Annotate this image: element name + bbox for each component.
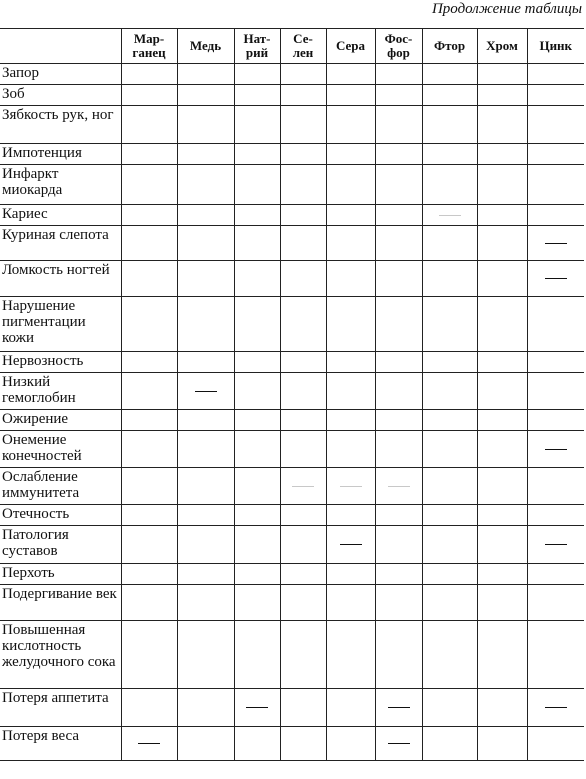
table-row: [0, 410, 584, 431]
table-cell: [527, 85, 584, 106]
table-cell: [121, 564, 177, 585]
table-cell: [234, 373, 280, 410]
table-cell: [121, 727, 177, 761]
table-cell: [280, 727, 326, 761]
table-cell: [375, 727, 422, 761]
table-cell: [177, 526, 234, 564]
dash-mark: [545, 544, 567, 545]
table-cell: [177, 205, 234, 226]
table-cell: [375, 689, 422, 727]
table-cell: [422, 297, 477, 352]
table-cell: [177, 468, 234, 505]
table-cell: [326, 526, 375, 564]
table-cell: [234, 144, 280, 165]
table-cell: [326, 585, 375, 621]
row-label: Потеря аппетита: [0, 689, 121, 727]
table-cell: [527, 431, 584, 468]
dash-mark: [545, 278, 567, 279]
row-label: Зоб: [0, 85, 121, 106]
table-cell: [527, 526, 584, 564]
table-cell: [375, 505, 422, 526]
table-cell: [422, 526, 477, 564]
table-cell: [280, 689, 326, 727]
table-cell: [234, 526, 280, 564]
table-cell: [326, 689, 375, 727]
row-label: Куриная слепота: [0, 226, 121, 261]
table-cell: [121, 689, 177, 727]
table-cell: [121, 165, 177, 205]
table-cell: [477, 205, 527, 226]
table-cell: [280, 526, 326, 564]
table-cell: [234, 106, 280, 144]
table-cell: [121, 261, 177, 297]
table-cell: [234, 352, 280, 373]
table-cell: [477, 261, 527, 297]
table-cell: [177, 505, 234, 526]
table-cell: [527, 585, 584, 621]
table-cell: [326, 727, 375, 761]
row-label: Онемение конечностей: [0, 431, 121, 468]
table-cell: [177, 165, 234, 205]
table-body: [0, 64, 584, 761]
table-cell: [375, 468, 422, 505]
table-cell: [527, 410, 584, 431]
table-cell: [422, 505, 477, 526]
table-cell: [326, 352, 375, 373]
column-header: Цинк: [527, 29, 584, 64]
table-cell: [422, 261, 477, 297]
table-cell: [422, 621, 477, 689]
table-cell: [234, 297, 280, 352]
table-row: [0, 144, 584, 165]
table-cell: [177, 226, 234, 261]
table-cell: [527, 165, 584, 205]
table-cell: [375, 431, 422, 468]
table-cell: [422, 689, 477, 727]
table-cell: [121, 205, 177, 226]
table-cell: [422, 585, 477, 621]
table-cell: [234, 226, 280, 261]
table-cell: [121, 585, 177, 621]
table-cell: [527, 144, 584, 165]
table-cell: [375, 352, 422, 373]
table-cell: [477, 410, 527, 431]
table-cell: [527, 468, 584, 505]
table-cell: [177, 261, 234, 297]
table-cell: [280, 352, 326, 373]
table-cell: [527, 505, 584, 526]
table-cell: [121, 106, 177, 144]
table-cell: [527, 564, 584, 585]
table-cell: [280, 373, 326, 410]
row-label: Нервозность: [0, 352, 121, 373]
table-cell: [477, 689, 527, 727]
row-label: Кариес: [0, 205, 121, 226]
table-cell: [375, 106, 422, 144]
row-label: Ожирение: [0, 410, 121, 431]
table-cell: [121, 144, 177, 165]
table-cell: [375, 373, 422, 410]
table-cell: [121, 621, 177, 689]
table-cell: [477, 226, 527, 261]
dash-mark: [292, 486, 314, 487]
table-cell: [375, 585, 422, 621]
table-cell: [527, 689, 584, 727]
table-cell: [422, 226, 477, 261]
dash-mark: [340, 486, 362, 487]
table-caption: Продолжение таблицы: [431, 1, 582, 17]
table-cell: [477, 505, 527, 526]
row-label: Ослабление иммунитета: [0, 468, 121, 505]
table-cell: [527, 352, 584, 373]
table-cell: [477, 297, 527, 352]
row-label: Повышенная кислотность желудочного сока: [0, 621, 121, 689]
table-cell: [177, 585, 234, 621]
table-cell: [177, 373, 234, 410]
table-cell: [326, 226, 375, 261]
table-cell: [422, 205, 477, 226]
dash-mark: [545, 707, 567, 708]
row-label: Перхоть: [0, 564, 121, 585]
table-cell: [121, 64, 177, 85]
dash-mark: [195, 391, 217, 392]
table-cell: [375, 205, 422, 226]
table-cell: [527, 621, 584, 689]
table-cell: [477, 64, 527, 85]
table-row: [0, 526, 584, 564]
table-cell: [177, 106, 234, 144]
table-cell: [477, 373, 527, 410]
table-cell: [177, 85, 234, 106]
column-header: Се- лен: [280, 29, 326, 64]
table-cell: [280, 621, 326, 689]
dash-mark: [388, 707, 410, 708]
table-row: [0, 261, 584, 297]
table-cell: [280, 564, 326, 585]
table-cell: [121, 226, 177, 261]
table-cell: [422, 373, 477, 410]
table-cell: [234, 727, 280, 761]
table-row: [0, 226, 584, 261]
table-cell: [527, 261, 584, 297]
table-cell: [234, 564, 280, 585]
row-label: Зябкость рук, ног: [0, 106, 121, 144]
table-cell: [234, 165, 280, 205]
table-cell: [422, 468, 477, 505]
table-cell: [326, 85, 375, 106]
table-row: [0, 165, 584, 205]
column-header: Нат- рий: [234, 29, 280, 64]
table-cell: [121, 410, 177, 431]
table-cell: [280, 226, 326, 261]
table-cell: [527, 297, 584, 352]
table-row: [0, 64, 584, 85]
table-cell: [280, 261, 326, 297]
table-cell: [280, 585, 326, 621]
table-cell: [280, 431, 326, 468]
table-cell: [326, 297, 375, 352]
table-cell: [477, 431, 527, 468]
table-cell: [326, 205, 375, 226]
dash-mark: [439, 215, 461, 216]
table-cell: [234, 64, 280, 85]
table-cell: [422, 85, 477, 106]
table-cell: [121, 373, 177, 410]
table-row: [0, 106, 584, 144]
table-cell: [177, 352, 234, 373]
table-row: [0, 205, 584, 226]
table-cell: [422, 431, 477, 468]
table-cell: [422, 64, 477, 85]
table-cell: [375, 64, 422, 85]
table-cell: [177, 144, 234, 165]
table-cell: [121, 505, 177, 526]
table-row: [0, 352, 584, 373]
symptoms-minerals-table: [0, 28, 584, 761]
table-cell: [280, 165, 326, 205]
table-cell: [375, 261, 422, 297]
table-cell: [280, 468, 326, 505]
table-row: [0, 431, 584, 468]
table-cell: [280, 410, 326, 431]
table-cell: [477, 85, 527, 106]
table-cell: [422, 106, 477, 144]
table-cell: [280, 205, 326, 226]
table-cell: [234, 431, 280, 468]
row-label: Подергивание век: [0, 585, 121, 621]
table-cell: [234, 410, 280, 431]
table-cell: [326, 505, 375, 526]
table-cell: [422, 144, 477, 165]
table-cell: [177, 727, 234, 761]
row-label: Инфаркт миокарда: [0, 165, 121, 205]
table-cell: [121, 352, 177, 373]
table-cell: [177, 431, 234, 468]
table-cell: [121, 85, 177, 106]
table-cell: [234, 468, 280, 505]
table-cell: [280, 106, 326, 144]
table-cell: [477, 585, 527, 621]
dash-mark: [545, 243, 567, 244]
table-cell: [234, 205, 280, 226]
table-cell: [422, 727, 477, 761]
row-label: Патология суставов: [0, 526, 121, 564]
table-cell: [326, 621, 375, 689]
table-cell: [326, 564, 375, 585]
table-cell: [375, 410, 422, 431]
table-row: [0, 621, 584, 689]
table-cell: [422, 410, 477, 431]
table-cell: [477, 165, 527, 205]
table-cell: [326, 144, 375, 165]
table-cell: [422, 352, 477, 373]
table-row: [0, 689, 584, 727]
table-cell: [422, 564, 477, 585]
table-row: [0, 727, 584, 761]
table-cell: [234, 689, 280, 727]
table-cell: [234, 261, 280, 297]
table-cell: [527, 727, 584, 761]
table-cell: [527, 205, 584, 226]
table-cell: [234, 505, 280, 526]
table-row: [0, 297, 584, 352]
table-cell: [177, 621, 234, 689]
table-cell: [375, 226, 422, 261]
table-cell: [477, 564, 527, 585]
table-cell: [326, 431, 375, 468]
row-label: Нарушение пигментации кожи: [0, 297, 121, 352]
table-cell: [527, 226, 584, 261]
table-cell: [280, 297, 326, 352]
table-cell: [177, 689, 234, 727]
dash-mark: [388, 486, 410, 487]
row-label: Низкий гемоглобин: [0, 373, 121, 410]
table-cell: [326, 468, 375, 505]
table-cell: [375, 621, 422, 689]
table-cell: [280, 505, 326, 526]
column-header: Мар- ганец: [121, 29, 177, 64]
header-row: [0, 29, 584, 64]
table-row: [0, 373, 584, 410]
row-label: Запор: [0, 64, 121, 85]
table-cell: [234, 585, 280, 621]
row-label: Отечность: [0, 505, 121, 526]
table-cell: [375, 85, 422, 106]
table-cell: [121, 468, 177, 505]
table-cell: [326, 410, 375, 431]
table-cell: [326, 165, 375, 205]
column-header: Сера: [326, 29, 375, 64]
table-cell: [280, 85, 326, 106]
table-cell: [527, 64, 584, 85]
table-row: [0, 85, 584, 106]
table-cell: [477, 352, 527, 373]
table-cell: [375, 564, 422, 585]
dash-mark: [138, 743, 160, 744]
table-cell: [121, 526, 177, 564]
table-cell: [375, 144, 422, 165]
dash-mark: [340, 544, 362, 545]
dash-mark: [545, 449, 567, 450]
table-cell: [177, 64, 234, 85]
table-cell: [477, 621, 527, 689]
table-cell: [280, 144, 326, 165]
table-row: [0, 468, 584, 505]
row-label: Ломкость ногтей: [0, 261, 121, 297]
table-cell: [177, 297, 234, 352]
dash-mark: [246, 707, 268, 708]
table-cell: [477, 468, 527, 505]
table-cell: [326, 373, 375, 410]
table-cell: [477, 144, 527, 165]
table-cell: [375, 297, 422, 352]
table-cell: [121, 431, 177, 468]
dash-mark: [388, 743, 410, 744]
table-cell: [477, 727, 527, 761]
table-row: [0, 564, 584, 585]
table-cell: [234, 621, 280, 689]
table-cell: [121, 297, 177, 352]
column-header: Хром: [477, 29, 527, 64]
table-cell: [422, 165, 477, 205]
table-cell: [326, 261, 375, 297]
header-blank-cell: [0, 29, 121, 64]
column-header: Фос- фор: [375, 29, 422, 64]
column-header: Фтор: [422, 29, 477, 64]
table-cell: [375, 165, 422, 205]
table-cell: [375, 526, 422, 564]
table-cell: [177, 564, 234, 585]
column-header: Медь: [177, 29, 234, 64]
table-cell: [477, 106, 527, 144]
table-row: [0, 585, 584, 621]
table-cell: [280, 64, 326, 85]
table-cell: [527, 106, 584, 144]
table-cell: [527, 373, 584, 410]
table-cell: [326, 106, 375, 144]
table-cell: [234, 85, 280, 106]
row-label: Потеря веса: [0, 727, 121, 761]
row-label: Импотенция: [0, 144, 121, 165]
table-row: [0, 505, 584, 526]
table-cell: [477, 526, 527, 564]
table-cell: [326, 64, 375, 85]
table-cell: [177, 410, 234, 431]
